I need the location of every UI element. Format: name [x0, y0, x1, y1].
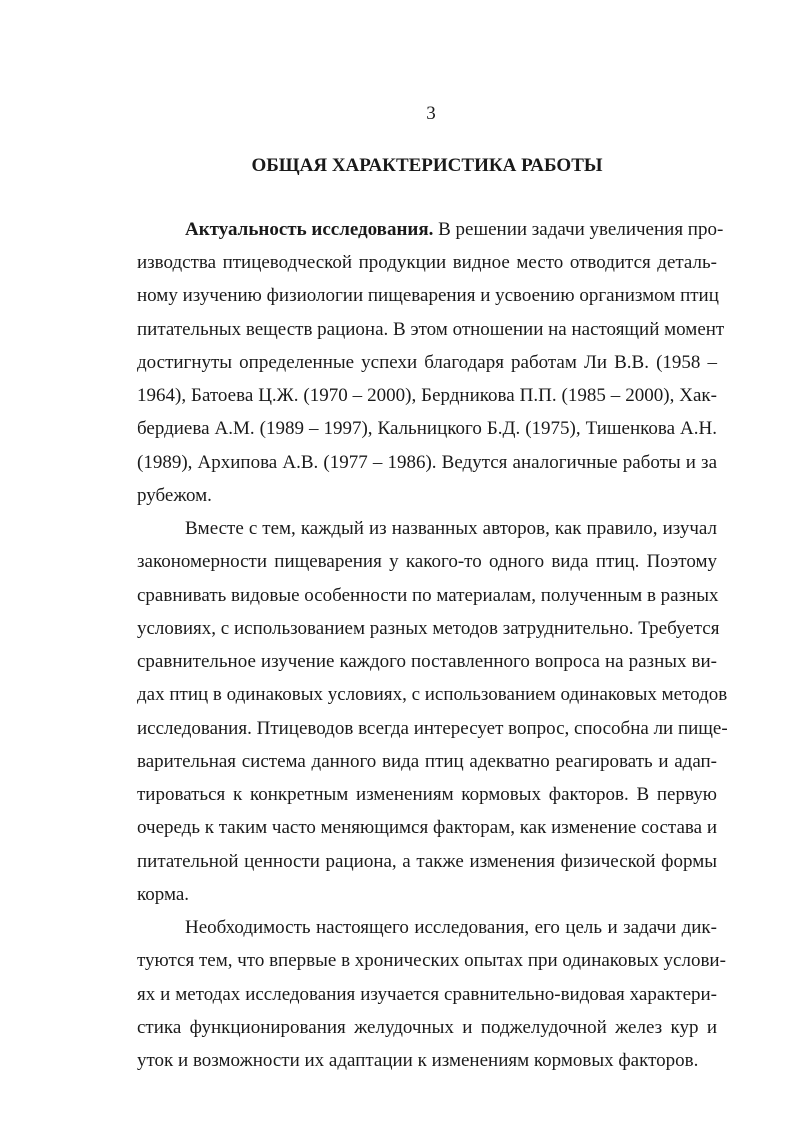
lead-heading: Актуальность исследования. — [185, 219, 434, 240]
text-line: изводства птицеводческой продукции видное место отводится деталь- — [137, 252, 717, 273]
text-line: условиях, с использованием разных методов затруднительно. Требуется — [137, 618, 720, 639]
text-line: закономерности пищеварения у какого-то одного вида птиц. Поэтому — [137, 551, 717, 572]
text-line: очередь к таким часто меняющимся факторам, как изменение состава и — [137, 817, 717, 838]
text-line: дах птиц в одинаковых условиях, с использованием одинаковых методов — [137, 684, 728, 705]
text-line: бердиева А.М. (1989 – 1997), Кальницкого Б.Д. (1975), Тишенкова А.Н. — [137, 418, 717, 439]
section-title: ОБЩАЯ ХАРАКТЕРИСТИКА РАБОТЫ — [251, 155, 603, 176]
text-line: ях и методах исследования изучается сравнительно-видовая характери- — [137, 984, 717, 1005]
text-line: Необходимость настоящего исследования, его цель и задачи дик- — [185, 917, 717, 938]
text-line: корма. — [137, 884, 190, 905]
page-number: 3 — [426, 103, 436, 124]
text-line: питательной ценности рациона, а также изменения физической формы — [137, 851, 717, 872]
text-line: рубежом. — [137, 485, 212, 506]
text-line: варительная система данного вида птиц адекватно реагировать и адап- — [137, 751, 717, 772]
text-line: Актуальность исследования. В решении задачи увеличения про- — [185, 219, 724, 240]
text-line: сравнительное изучение каждого поставленного вопроса на разных ви- — [137, 651, 717, 672]
text-line: питательных веществ рациона. В этом отношении на настоящий момент — [137, 319, 725, 340]
text-line: Вместе с тем, каждый из названных авторов, как правило, изучал — [185, 518, 717, 539]
text-line: уток и возможности их адаптации к изменениям кормовых факторов. — [137, 1050, 699, 1071]
text-line: 1964), Батоева Ц.Ж. (1970 – 2000), Бердникова П.П. (1985 – 2000), Хак- — [137, 385, 717, 406]
text-line: достигнуты определенные успехи благодаря работам Ли В.В. (1958 – — [137, 352, 717, 373]
text-line: ному изучению физиологии пищеварения и усвоению организмом птиц — [137, 285, 719, 306]
text-line: стика функционирования желудочных и поджелудочной желез кур и — [137, 1017, 717, 1038]
text-line: (1989), Архипова А.В. (1977 – 1986). Ведутся аналогичные работы и за — [137, 452, 717, 473]
text-line: туются тем, что впервые в хронических опытах при одинаковых услови- — [137, 950, 726, 971]
text-line: сравнивать видовые особенности по материалам, полученным в разных — [137, 585, 719, 606]
text-line: тироваться к конкретным изменениям кормовых факторов. В первую — [137, 784, 717, 805]
text-line: исследования. Птицеводов всегда интересует вопрос, способна ли пище- — [137, 718, 728, 739]
